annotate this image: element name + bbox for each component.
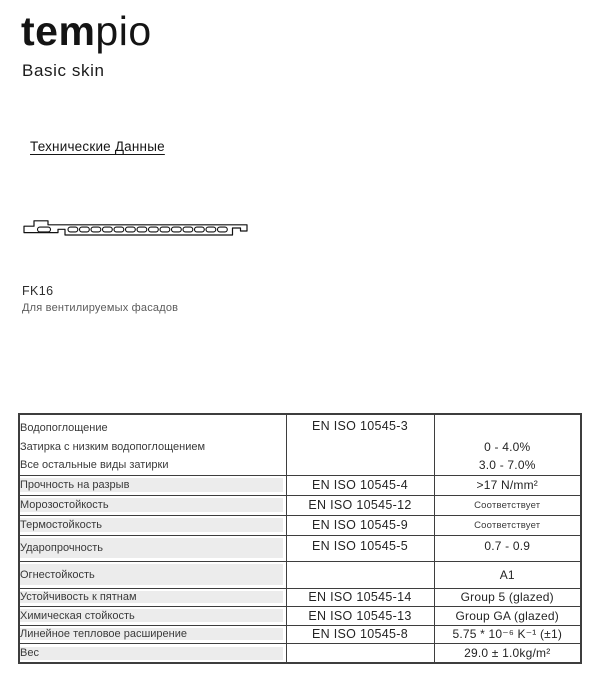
property-label: Все остальные виды затирки — [20, 459, 169, 472]
property-label: Морозостойкость — [19, 495, 286, 515]
table-row — [19, 535, 581, 561]
brand-logo-bold: tem — [21, 8, 96, 54]
value-cell: A1 — [434, 561, 581, 588]
property-label: Водопоглощение — [20, 422, 108, 434]
standard-cell: EN ISO 10545-13 — [286, 606, 434, 625]
standard-cell: EN ISO 10545-9 — [286, 515, 434, 535]
table-row — [19, 414, 581, 475]
standard-cell — [286, 643, 434, 663]
value-cell: 0.7 - 0.9 — [434, 535, 581, 561]
property-label: Прочность на разрыв — [19, 475, 286, 495]
value-cell: 3.0 - 7.0% — [478, 458, 536, 473]
value-cell: Group 5 (glazed) — [434, 588, 581, 606]
value-spacer — [435, 419, 581, 438]
property-label: Линейное тепловое расширение — [19, 625, 286, 643]
table-row — [19, 475, 581, 495]
value-cell: 29.0 ± 1.0kg/m² — [434, 643, 581, 663]
table-row — [19, 495, 581, 515]
table-row — [19, 561, 581, 588]
table-row — [19, 606, 581, 625]
technical-data-table — [18, 413, 582, 664]
property-label: Термостойкость — [19, 515, 286, 535]
product-line-subtitle: Basic skin — [22, 61, 105, 80]
table-row — [19, 625, 581, 643]
brand-logo — [21, 8, 152, 54]
product-code: FK16 — [22, 284, 54, 298]
property-label: Ударопрочность — [19, 535, 286, 561]
section-heading-technical-data: Технические Данные — [30, 139, 165, 154]
panel-cross-section-icon — [21, 213, 249, 239]
property-label: Вес — [19, 643, 286, 663]
value-cell: >17 N/mm² — [434, 475, 581, 495]
standard-cell — [286, 561, 434, 588]
standard-cell: EN ISO 10545-14 — [286, 588, 434, 606]
property-label: Химическая стойкость — [19, 606, 286, 625]
brand-logo-light: pio — [95, 8, 152, 54]
table-row — [19, 515, 581, 535]
standard-cell: EN ISO 10545-4 — [286, 475, 434, 495]
property-label: Устойчивость к пятнам — [19, 588, 286, 606]
table-row — [19, 643, 581, 663]
value-cell: 0 - 4.0% — [484, 439, 531, 454]
product-description: Для вентилируемых фасадов — [22, 302, 179, 314]
standard-cell: EN ISO 10545-12 — [286, 495, 434, 515]
standard-cell: EN ISO 10545-3 — [286, 414, 434, 475]
standard-cell: EN ISO 10545-8 — [286, 625, 434, 643]
property-label: Затирка с низким водопоглощением — [20, 440, 206, 453]
standard-cell: EN ISO 10545-5 — [286, 535, 434, 561]
value-cell: Group GA (glazed) — [434, 606, 581, 625]
property-label: Огнестойкость — [19, 561, 286, 588]
value-cell: Соответствует — [434, 515, 581, 535]
value-cell: Соответствует — [434, 495, 581, 515]
table-row — [19, 588, 581, 606]
value-cell: 5.75 * 10⁻⁶ K⁻¹ (±1) — [434, 625, 581, 643]
